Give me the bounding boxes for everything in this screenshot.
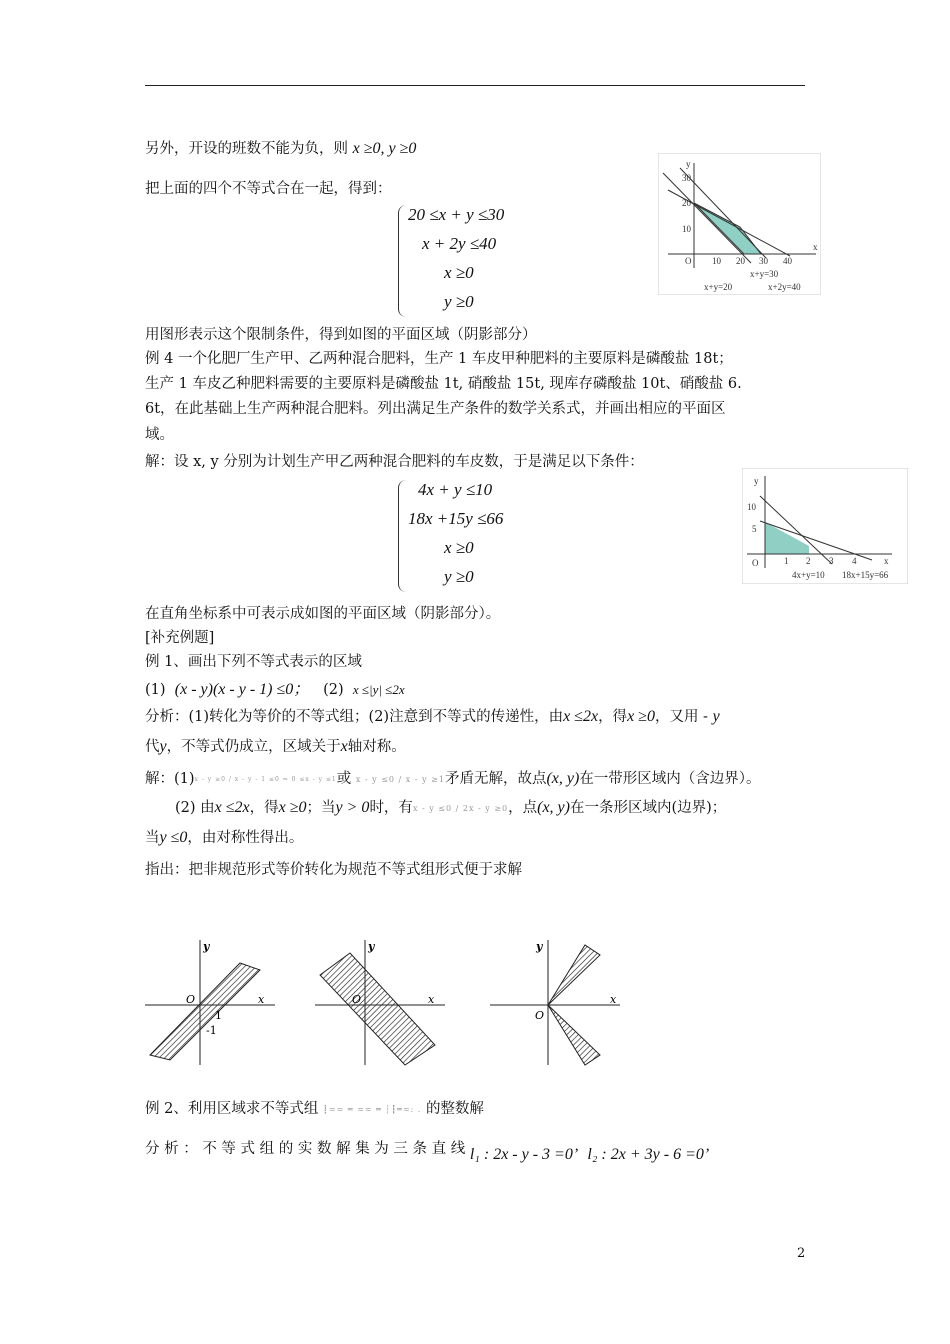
text-line: 域。 [145, 427, 174, 443]
svg-text:O: O [186, 993, 196, 1006]
svg-text:O: O [535, 1009, 545, 1022]
svg-text:x: x [428, 993, 435, 1006]
tick-label: 20 [736, 256, 745, 266]
axis-x-label: x [884, 556, 889, 566]
text-line: 指出：把非规范形式等价转化为规范不等式组形式便于求解 [145, 862, 522, 878]
line-label: 18x+15y=66 [842, 570, 889, 580]
text-line: 代y，不等式仍成立，区域关于x轴对称。 [145, 738, 406, 755]
svg-text:y: y [203, 940, 210, 953]
svg-text:1: 1 [215, 1009, 222, 1022]
svg-text:x: x [610, 993, 617, 1006]
blurred-inequality-system: ┋≂≂ ═ ≂≂ ═ ┆┇═≂: . [322, 1104, 422, 1114]
tick-label: 10 [747, 502, 756, 512]
text-line: 分 析 ： 不 等 式 组 的 实 数 解 集 为 三 条 直 线 l₁ : 2x - y - 3 =0’ l₂ : 2x + 3y - 6 =0’ [145, 1141, 710, 1163]
figure-band-2 [315, 940, 445, 1065]
text-line: [补充例题] [145, 630, 215, 646]
text-line: (2) 由x ≤2x，得x ≥0；当y > 0时，有x - y ≤0 / 2x - y ≥0，点(x, y)在一条形区域内(边界)； [175, 799, 727, 816]
line-label: x+y=20 [704, 282, 733, 292]
tick-label: 2 [806, 556, 811, 566]
text-line: 例 4 一个化肥厂生产甲、乙两种混合肥料，生产 1 车皮甲种肥料的主要原料是磷酸盐 18t； [145, 351, 733, 367]
text-line: 另外，开设的班数不能为负，则 x ≥0, y ≥0 [145, 140, 417, 157]
figure-wedges [490, 940, 620, 1065]
tick-label: 30 [759, 256, 768, 266]
figures-example-1 [140, 935, 800, 1070]
tick-label: 10 [682, 224, 691, 234]
figure-band [145, 940, 275, 1065]
svg-text:x: x [258, 993, 265, 1006]
tick-label: 10 [712, 256, 721, 266]
page-number: 2 [797, 1246, 806, 1261]
text-line: 解：设 x, y 分别为计划生产甲乙两种混合肥料的车皮数，于是满足以下条件： [145, 454, 644, 470]
line-label: 4x+y=10 [792, 570, 825, 580]
tick-label: 3 [829, 556, 834, 566]
text-line: 把上面的四个不等式合在一起，得到： [145, 181, 392, 197]
svg-text:-1: -1 [206, 1024, 217, 1037]
tick-label: 4 [852, 556, 857, 566]
svg-text:y: y [368, 940, 375, 953]
svg-text:O: O [352, 993, 362, 1006]
line-label: x+y=30 [750, 269, 779, 279]
tick-label: 1 [784, 556, 789, 566]
header-rule [145, 85, 805, 86]
svg-text:y: y [536, 940, 543, 953]
text-line: 例 1、画出下列不等式表示的区域 [145, 654, 362, 670]
axis-y-label: y [686, 159, 691, 169]
origin-label: O [752, 558, 759, 568]
tick-label: 5 [752, 524, 757, 534]
axis-y-label: y [754, 476, 759, 486]
text-line: 生产 1 车皮乙种肥料需要的主要原料是磷酸盐 1t, 硝酸盐 15t, 现库存磷酸盐 10t、硝酸盐 6. [145, 376, 742, 392]
axis-x-label: x [813, 242, 818, 252]
line-label: x+2y=40 [768, 282, 801, 292]
text-line: 例 2、利用区域求不等式组 ┋≂≂ ═ ≂≂ ═ ┆┇═≂: . 的整数解 [145, 1101, 484, 1117]
text-line: 分析：(1)转化为等价的不等式组；(2)注意到不等式的传递性，由x ≤2x，得x ≥0，又用 - y [145, 708, 720, 725]
figure-feasible-region-2 [742, 468, 908, 584]
text-line: 解：(1)x - y ≥0 / x - y - 1 ≤0 ⇒ 0 ≤x - y ≤1或 x - y ≤0 / x - y ≥1矛盾无解，故点(x, y)在一带形区域内（含边界）。 [145, 770, 761, 787]
tick-label: 40 [783, 256, 792, 266]
text-line: (1) (x - y)(x - y - 1) ≤0； (2) x ≤|y| ≤2x [145, 681, 405, 698]
inequality-system-2: 4x + y ≤10 18x +15y ≤66 x ≥0 y ≥0 [398, 480, 548, 592]
text-line: 6t，在此基础上生产两种混合肥料。列出满足生产条件的数学关系式，并画出相应的平面区 [145, 401, 726, 417]
inequality-system-1: 20 ≤x + y ≤30 x + 2y ≤40 x ≥0 y ≥0 [398, 205, 548, 317]
tick-label: 20 [682, 198, 691, 208]
text-line: 在直角坐标系中可表示成如图的平面区域（阴影部分）。 [145, 606, 501, 622]
tick-label: 30 [682, 173, 691, 183]
figure-feasible-region-1 [658, 153, 821, 295]
origin-label: O [685, 256, 692, 266]
text-line: 用图形表示这个限制条件，得到如图的平面区域（阴影部分） [145, 327, 537, 343]
text-line: 当y ≤0，由对称性得出。 [145, 829, 304, 846]
